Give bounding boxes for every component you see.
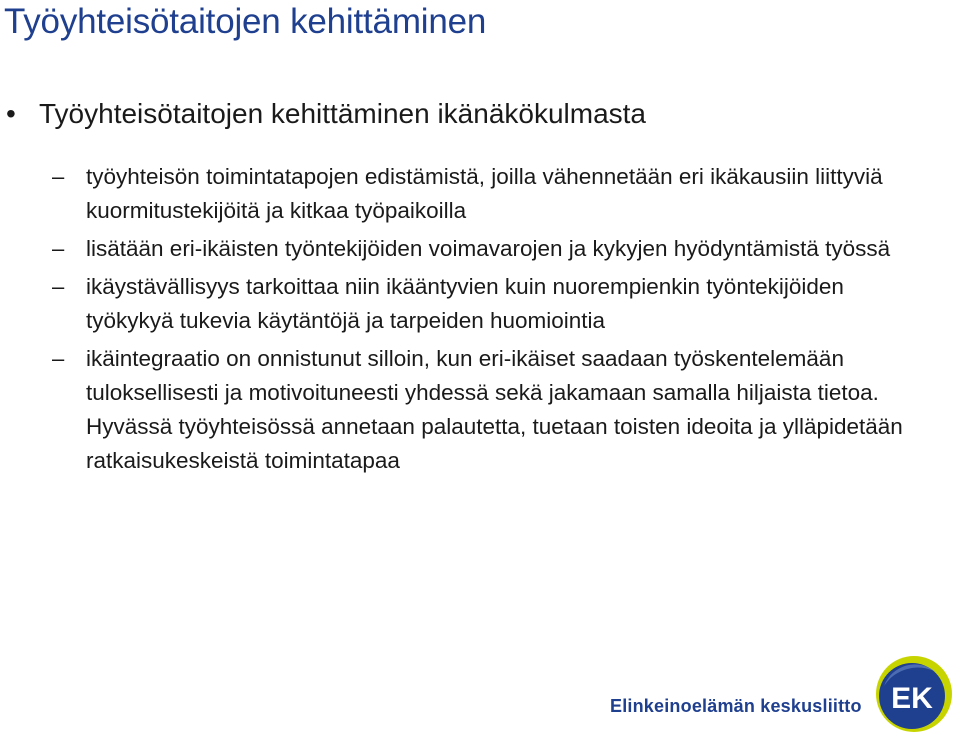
sub-bullet-text: lisätään eri-ikäisten työntekijöiden voimavarojen ja kykyjen hyödyntämistä työssä (86, 236, 891, 261)
sub-bullet-list (0, 160, 920, 482)
dash-marker: – (52, 274, 65, 299)
dash-marker: – (52, 164, 65, 189)
ek-emblem-icon (870, 652, 954, 736)
bullet-marker: • (6, 98, 16, 129)
ek-logo (600, 652, 956, 736)
dash-marker: – (52, 346, 65, 371)
sub-bullet-item (0, 270, 920, 338)
organization-name: Elinkeinoelämän keskusliitto (610, 696, 862, 716)
sub-bullet-text: ikäintegraatio on onnistunut silloin, kun eri-ikäiset saadaan työskentelemään tuloksellisesti ja motivoituneesti yhdessä sekä jakamaan samalla hiljaista tietoa. Hyvässä työyhteisössä annetaan palautetta, tuetaan toisten ideoita ja ylläpidetään ratkaisukeskeistä toimintatapaa (86, 346, 903, 473)
dash-marker: – (52, 236, 65, 261)
slide-title: Työyhteisötaitojen kehittäminen (4, 2, 487, 41)
emblem-letters: EK (891, 682, 933, 715)
sub-bullet-text: ikäystävällisyys tarkoittaa niin ikääntyvien kuin nuorempienkin työntekijöiden työkykyä tukevia käytäntöjä ja tarpeiden huomiointia (86, 274, 844, 333)
sub-bullet-text: työyhteisön toimintatapojen edistämistä, joilla vähennetään eri ikäkausiin liittyviä kuormitustekijöitä ja kitkaa työpaikoilla (86, 164, 883, 223)
main-bullet-text: Työyhteisötaitojen kehittäminen ikänäkökulmasta (39, 98, 647, 129)
sub-bullet-item (0, 160, 920, 228)
sub-bullet-item (0, 342, 920, 478)
sub-bullet-item (0, 232, 920, 266)
